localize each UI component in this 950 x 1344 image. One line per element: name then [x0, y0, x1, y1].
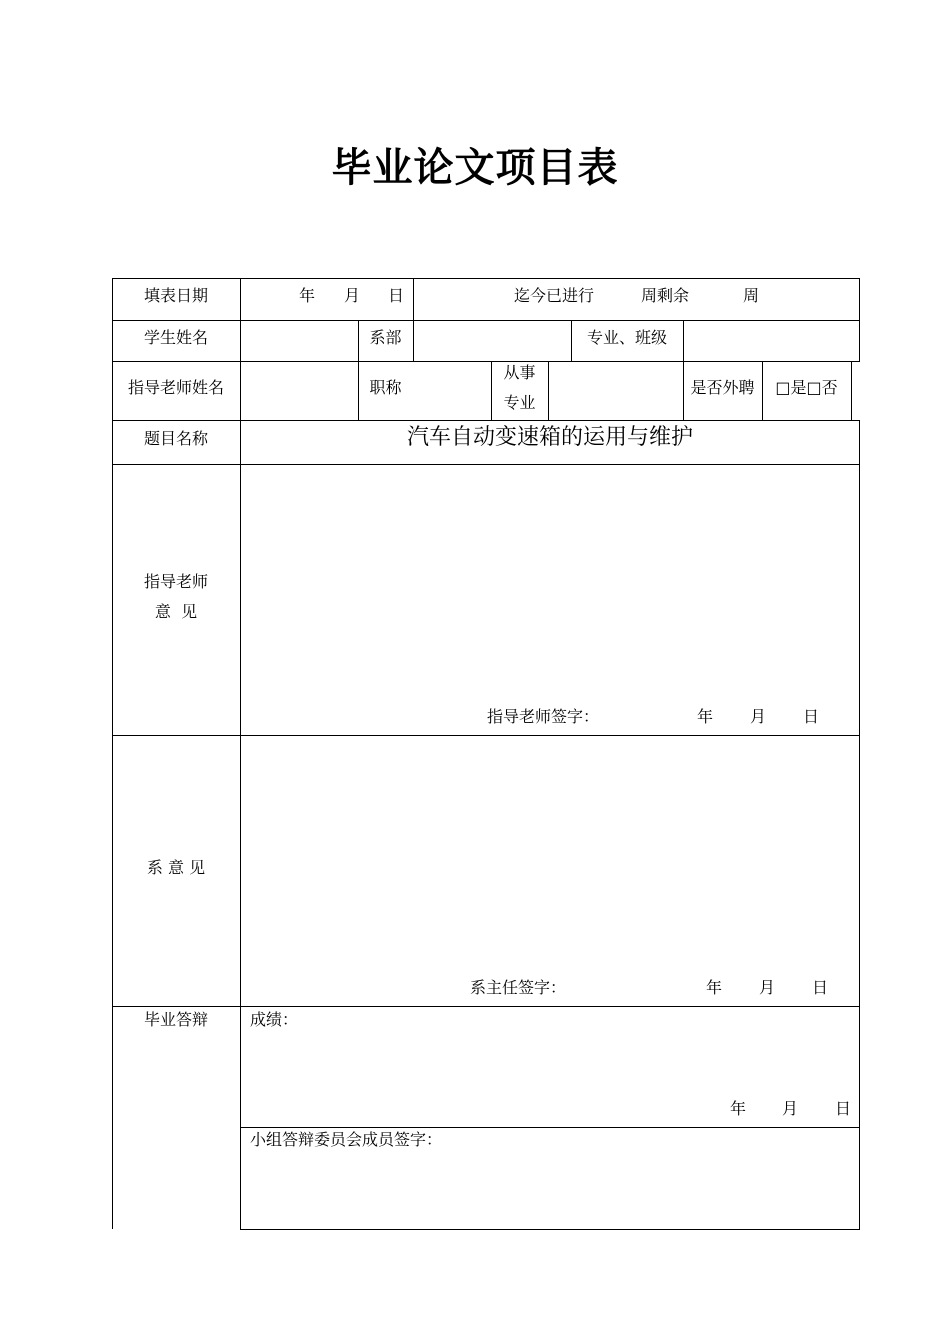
defense-month: 月 — [782, 1099, 799, 1118]
table-line — [112, 278, 113, 1229]
fill-date-year: 年 — [299, 286, 316, 305]
table-line — [859, 420, 860, 1230]
advisor-sign-month: 月 — [750, 707, 767, 726]
table-line — [859, 278, 860, 362]
advisor-opinion-label-2: 意 见 — [154, 602, 198, 621]
advisor-sign-day: 日 — [803, 707, 820, 726]
table-line — [851, 361, 852, 420]
dept-head-sign-label: 系主任签字： — [470, 978, 567, 997]
table-line — [112, 320, 860, 321]
student-name-label: 学生姓名 — [143, 328, 208, 347]
major-class-label: 专业、班级 — [586, 328, 667, 347]
advisor-sign-label: 指导老师签字： — [487, 707, 600, 726]
defense-year: 年 — [730, 1099, 747, 1118]
table-line — [112, 735, 860, 736]
progress-done-label: 迄今已进行 — [514, 286, 595, 305]
page-title: 毕业论文项目表 — [331, 144, 619, 191]
field-label-line1: 从事 — [503, 363, 536, 382]
table-line — [240, 1229, 860, 1230]
defense-label: 毕业答辩 — [143, 1010, 208, 1029]
title-rank-label: 职称 — [369, 378, 402, 397]
advisor-opinion-label-1: 指导老师 — [143, 572, 208, 591]
external-hire-label: 是否外聘 — [690, 378, 755, 397]
dept-sign-month: 月 — [759, 978, 776, 997]
field-label-line2: 专业 — [503, 393, 536, 412]
table-line — [240, 1127, 860, 1128]
committee-sign-label: 小组答辩委员会成员签字： — [250, 1130, 443, 1149]
table-line — [240, 278, 241, 1230]
table-line — [112, 420, 860, 421]
advisor-name-label: 指导老师姓名 — [127, 378, 224, 397]
dept-opinion-label: 系 意 见 — [146, 858, 206, 877]
progress-week-label: 周 — [743, 286, 760, 305]
topic-label: 题目名称 — [143, 429, 208, 448]
topic-value: 汽车自动变速箱的运用与维护 — [406, 425, 693, 450]
defense-score-label: 成绩： — [250, 1010, 299, 1029]
dept-sign-year: 年 — [706, 978, 723, 997]
table-line — [112, 464, 860, 465]
fill-date-label: 填表日期 — [143, 286, 208, 305]
table-line — [112, 1006, 860, 1007]
table-line — [548, 361, 549, 420]
fill-date-day: 日 — [388, 286, 405, 305]
table-line — [683, 320, 684, 420]
defense-day: 日 — [835, 1099, 852, 1118]
table-line — [413, 278, 414, 362]
progress-remaining-label: 周剩余 — [641, 286, 690, 305]
advisor-sign-year: 年 — [697, 707, 714, 726]
table-line — [112, 361, 860, 362]
fill-date-month: 月 — [344, 286, 361, 305]
dept-sign-day: 日 — [812, 978, 829, 997]
department-label: 系部 — [369, 328, 402, 347]
table-line — [112, 278, 860, 279]
external-hire-options: □是□否 — [775, 378, 838, 397]
